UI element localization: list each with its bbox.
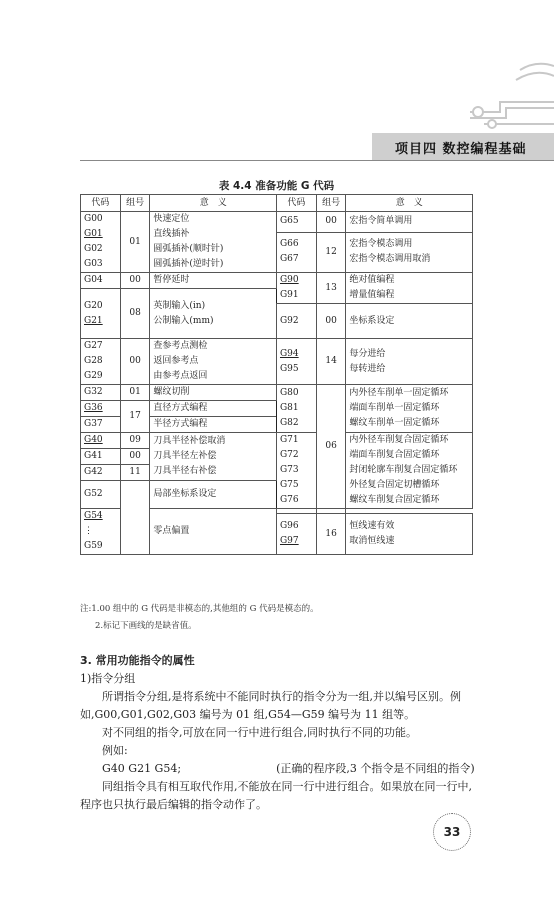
paragraph: 同组指令具有相互取代作用,不能放在同一行中进行组合。如果放在同一行中,程序也只执行最后编辑的指令动作了。 — [80, 780, 472, 811]
meaning-cell: 直径方式编程 — [150, 401, 277, 417]
meaning-cell: 绝对值编程 增量值编程 — [346, 273, 473, 304]
code-cell: G90 G91 — [276, 273, 316, 304]
table-notes — [80, 601, 480, 635]
code-cell: G66 G67 — [276, 232, 316, 272]
group-cell: 12 — [316, 232, 346, 272]
group-cell: 06 — [316, 385, 346, 509]
table-row — [81, 212, 473, 233]
meaning-cell: 恒线速有效 取消恒线速 — [346, 514, 473, 555]
code-cell: G32 — [81, 385, 121, 401]
code-cell: G94 G95 — [276, 339, 316, 385]
section-heading: 3. 常用功能指令的属性 — [80, 654, 195, 667]
meaning-cell: 刀具半径补偿取消 刀具半径左补偿 刀具半径右补偿 — [150, 433, 277, 481]
code-cell: G92 — [276, 304, 316, 339]
table-row — [81, 385, 473, 401]
code-cell: G52 — [81, 481, 121, 509]
subsection-heading: 1)指令分组 — [80, 672, 136, 685]
page-header — [0, 125, 554, 161]
code-cell: G20 G21 — [81, 289, 121, 339]
group-cell: 17 — [120, 401, 150, 433]
meaning-cell: 半径方式编程 — [150, 417, 277, 433]
meaning-cell: 快速定位 直线插补 圆弧插补(顺时针) 圆弧插补(逆时针) — [150, 212, 277, 273]
code-cell: G40 — [81, 433, 121, 449]
column-header-group: 组号 — [120, 195, 150, 212]
code-cell: G36 — [81, 401, 121, 417]
code-cell: G00 G01 G02 G03 — [81, 212, 121, 273]
meaning-cell: 局部坐标系设定 — [150, 481, 277, 509]
group-cell: 00 — [316, 304, 346, 339]
column-header-meaning: 意 义 — [150, 195, 277, 212]
meaning-cell: 每分进给 每转进给 — [346, 339, 473, 385]
paragraph: 所谓指令分组,是将系统中不能同时执行的指令分为一组,并以编号区别。例如,G00,G01,G02,G03 编号为 01 组,G54—G59 编号为 11 组等。 — [80, 690, 461, 721]
group-cell: 08 — [120, 289, 150, 339]
meaning-cell: 内外径车削复合固定循环 端面车削复合固定循环 封闭轮廓车削复合固定循环 外径复合固定切槽循环 螺纹车削复合固定循环 — [346, 433, 473, 509]
group-cell: 00 — [316, 212, 346, 233]
table-row — [81, 339, 473, 385]
meaning-cell: 英制输入(in) 公制输入(mm) — [150, 289, 277, 339]
code-cell: G42 — [81, 465, 121, 481]
group-cell: 00 — [120, 273, 150, 289]
table-row — [81, 433, 473, 449]
code-cell: G04 — [81, 273, 121, 289]
example-code: G40 G21 G54; — [102, 762, 182, 775]
code-cell: G37 — [81, 417, 121, 433]
column-header-code: 代码 — [276, 195, 316, 212]
meaning-cell: 零点偏置 — [150, 509, 277, 555]
paragraph: 对不同组的指令,可放在同一行中进行组合,同时执行不同的功能。 — [102, 726, 417, 739]
code-cell: G71 G72 G73 G75 G76 — [276, 433, 316, 509]
meaning-cell: 宏指令模态调用 宏指令模态调用取消 — [346, 232, 473, 272]
group-cell: 01 — [120, 385, 150, 401]
body-text — [80, 652, 480, 814]
code-cell: G27 G28 G29 — [81, 339, 121, 385]
meaning-cell: 暂停延时 — [150, 273, 277, 289]
paragraph: 例如: — [102, 744, 128, 757]
code-cell: G65 — [276, 212, 316, 233]
meaning-cell: 宏指令简单调用 — [346, 212, 473, 233]
code-example — [80, 760, 480, 778]
group-cell: 16 — [316, 514, 346, 555]
group-cell — [120, 481, 150, 555]
g-code-table — [80, 194, 473, 555]
table-row — [81, 273, 473, 289]
table-caption: 表 4.4 准备功能 G 代码 — [218, 180, 335, 192]
group-cell: 01 — [120, 212, 150, 273]
code-cell: G41 — [81, 449, 121, 465]
group-cell: 13 — [316, 273, 346, 304]
header-rule — [80, 160, 554, 161]
code-cell: G80 G81 G82 — [276, 385, 316, 433]
meaning-cell: 内外径车削单一固定循环 端面车削单一固定循环 螺纹车削单一固定循环 — [346, 385, 473, 433]
table-header-row — [81, 195, 473, 212]
page-number: 33 — [433, 813, 471, 851]
note-1: 注:1.00 组中的 G 代码是非模态的,其他组的 G 代码是模态的。 — [80, 604, 319, 614]
group-cell: 00 — [120, 339, 150, 385]
group-cell: 14 — [316, 339, 346, 385]
column-header-group: 组号 — [316, 195, 346, 212]
meaning-cell: 螺纹切削 — [150, 385, 277, 401]
code-cell: G96 G97 — [276, 514, 316, 555]
example-note: (正确的程序段,3 个指令是不同组的指令) — [276, 762, 475, 775]
group-cell: 11 — [120, 465, 150, 481]
group-cell: 00 — [120, 449, 150, 465]
group-cell: 09 — [120, 433, 150, 449]
note-2: 2.标记下画线的是缺省值。 — [95, 621, 197, 631]
column-header-meaning: 意 义 — [346, 195, 473, 212]
chapter-title: 项目四 数控编程基础 — [395, 142, 527, 157]
column-header-code: 代码 — [81, 195, 121, 212]
meaning-cell: 坐标系设定 — [346, 304, 473, 339]
meaning-cell: 查参考点测检 返回参考点 由参考点返回 — [150, 339, 277, 385]
code-cell: G54 ⋮ G59 — [81, 509, 121, 555]
